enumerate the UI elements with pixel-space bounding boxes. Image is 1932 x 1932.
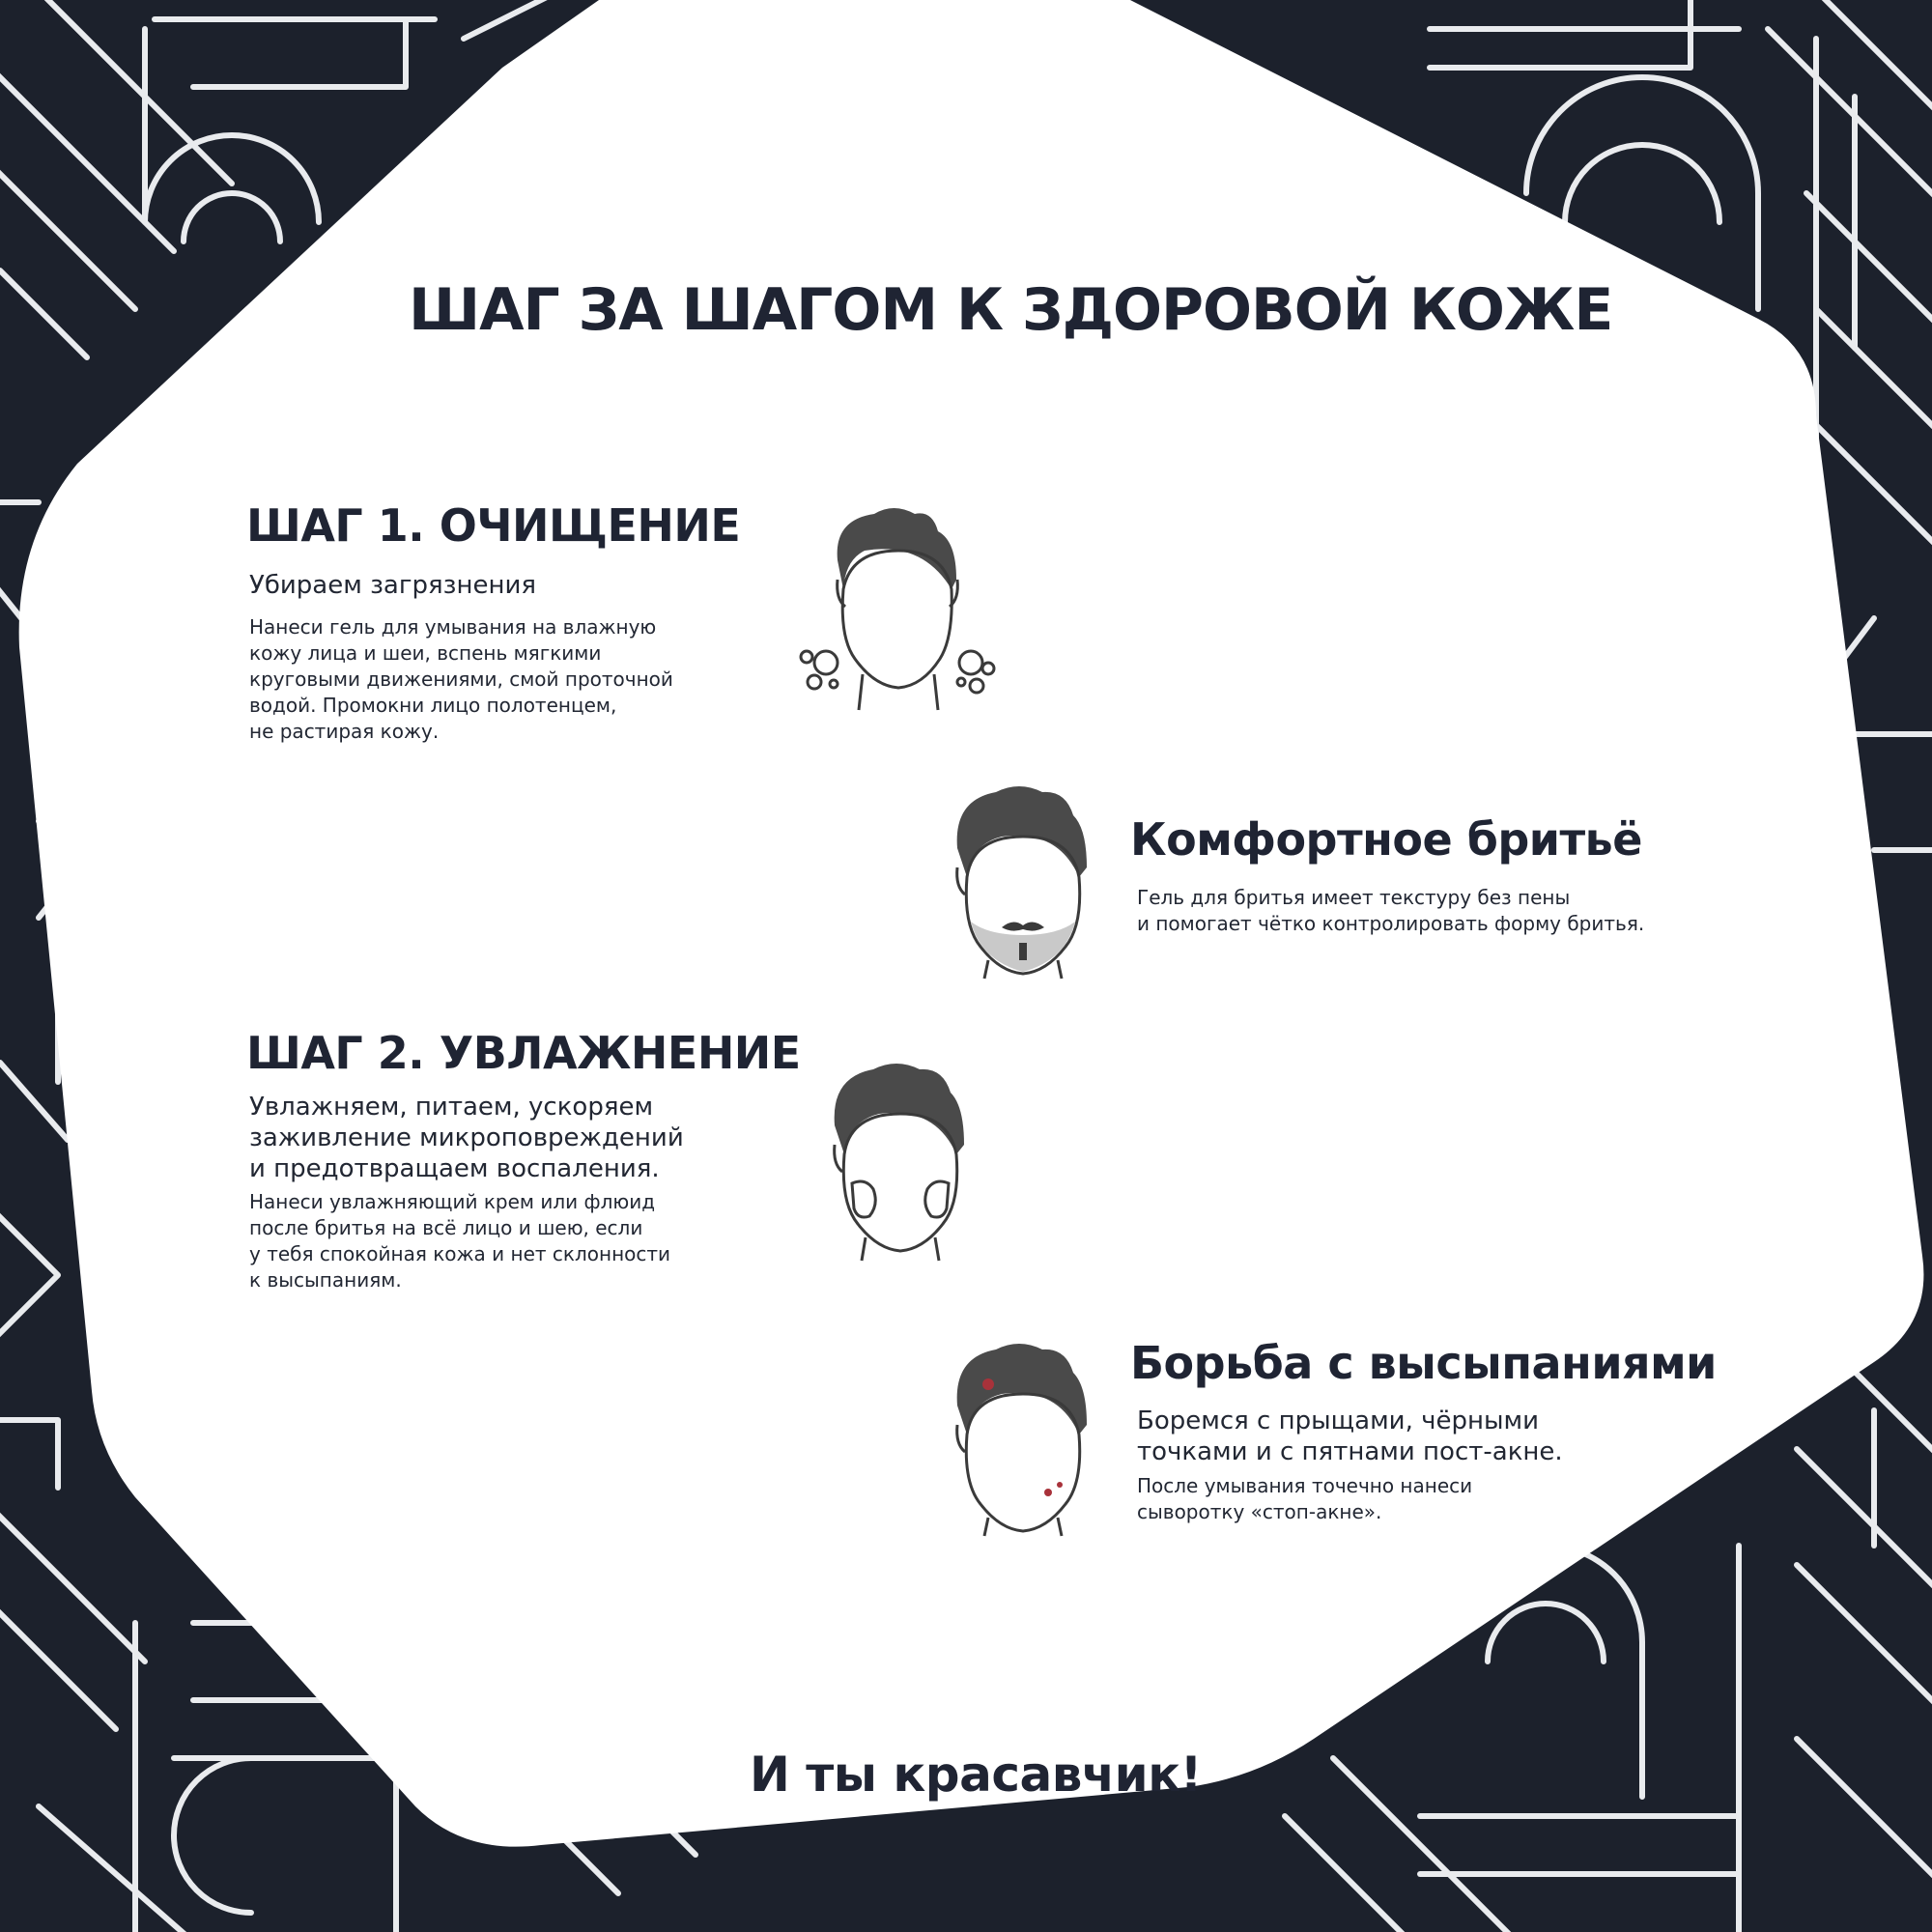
step-subtitle: Убираем загрязнения: [249, 571, 537, 600]
step-heading: ШАГ 2. УВЛАЖНЕНИЕ: [246, 1027, 801, 1079]
step-description: После умывания точечно нанеси сыворотку «стоп-акне».: [1137, 1474, 1473, 1523]
step-subtitle: Увлажняем, питаем, ускоряем заживление микроповреждений и предотвращаем воспаления.: [249, 1093, 684, 1183]
step-subtitle: Боремся с прыщами, чёрными точками и с пятнами пост-акне.: [1137, 1406, 1563, 1466]
face-beard-icon: [942, 781, 1106, 983]
step-description: Нанеси гель для умывания на влажную кожу лица и шеи, вспень мягкими круговыми движениями, смой проточной водой. Промокни лицо полотенцем, не растирая кожу.: [249, 615, 673, 743]
face-cream-icon: [819, 1058, 983, 1270]
step-description: Гель для бритья имеет текстуру без пены и помогает чётко контролировать форму бритья.: [1137, 886, 1645, 935]
face-foam-icon: [787, 502, 1009, 715]
footer-slogan: И ты красавчик!: [750, 1747, 1202, 1803]
step-description: Нанеси увлажняющий крем или флюид после бритья на всё лицо и шею, если у тебя спокойная кожа и нет склонности к высыпаниям.: [249, 1190, 671, 1292]
page-title: ШАГ ЗА ШАГОМ К ЗДОРОВОЙ КОЖЕ: [409, 276, 1613, 344]
face-acne-icon: [942, 1338, 1106, 1541]
step-heading: Комфортное бритьё: [1130, 813, 1642, 866]
step-heading: Борьба с высыпаниями: [1130, 1337, 1717, 1389]
step-heading: ШАГ 1. ОЧИЩЕНИЕ: [246, 499, 741, 552]
